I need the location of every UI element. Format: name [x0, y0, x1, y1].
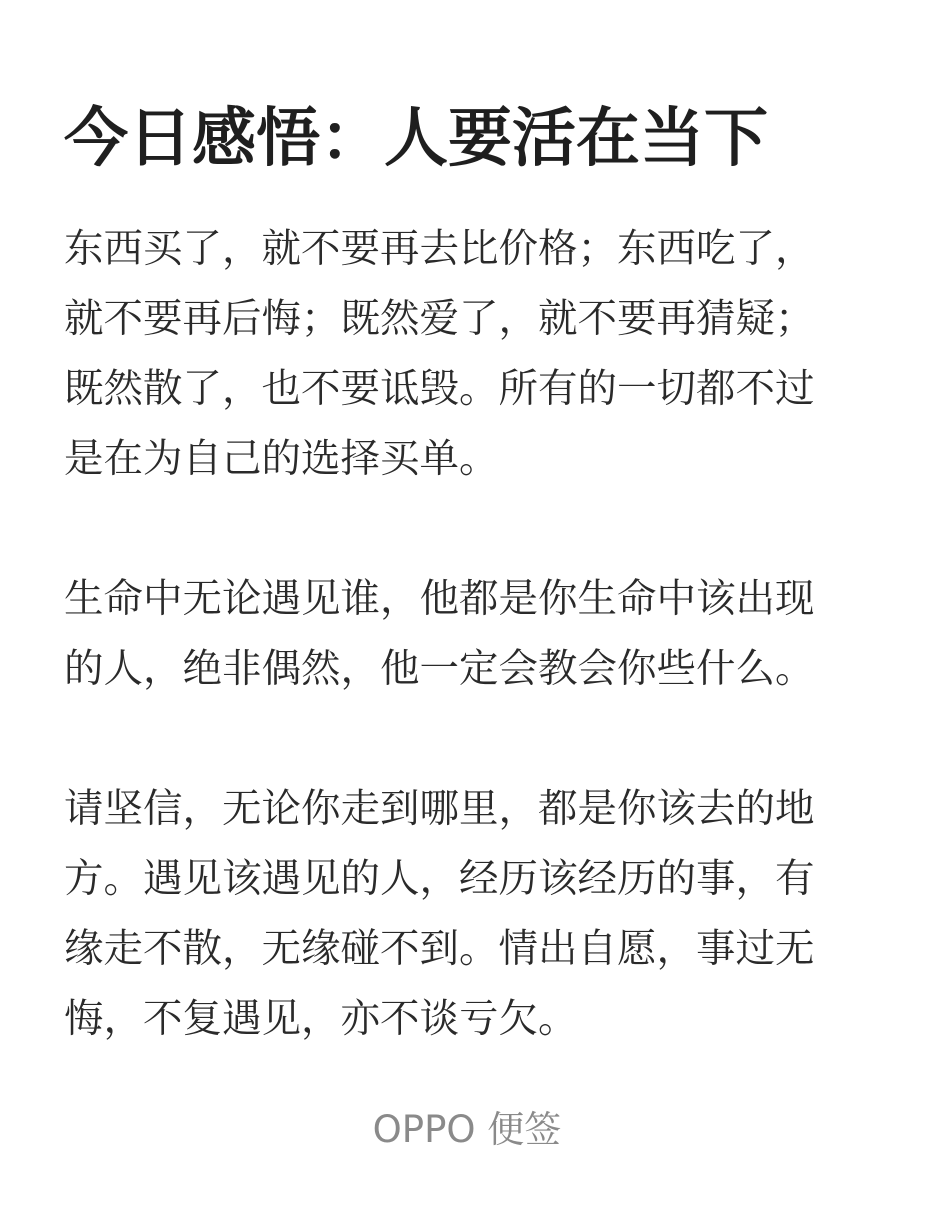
paragraph-line: 请坚信，无论你走到哪里，都是你该去的地	[64, 786, 815, 832]
paragraph-line: 悔，不复遇见，亦不谈亏欠。	[64, 996, 578, 1042]
paragraph-line: 生命中无论遇见谁，他都是你生命中该出现	[64, 576, 815, 622]
paragraph-line: 是在为自己的选择买单。	[64, 436, 499, 482]
note-paragraph	[64, 774, 864, 1054]
app-watermark: OPPO 便签	[372, 1108, 562, 1151]
note-paragraph	[64, 214, 864, 494]
paragraph-line: 的人，绝非偶然，他一定会教会你些什么。	[64, 646, 815, 692]
note-paragraph	[64, 564, 864, 704]
paragraph-line: 缘走不散，无缘碰不到。情出自愿，事过无	[64, 926, 815, 972]
paragraph-line: 就不要再后悔；既然爱了，就不要再猜疑；	[64, 296, 815, 342]
paragraph-line: 方。遇见该遇见的人，经历该经历的事，有	[64, 856, 815, 902]
paragraph-line: 既然散了，也不要诋毁。所有的一切都不过	[64, 366, 815, 412]
paragraph-line: 东西买了，就不要再去比价格；东西吃了，	[64, 226, 815, 272]
note-title: 今日感悟：人要活在当下	[64, 102, 768, 176]
